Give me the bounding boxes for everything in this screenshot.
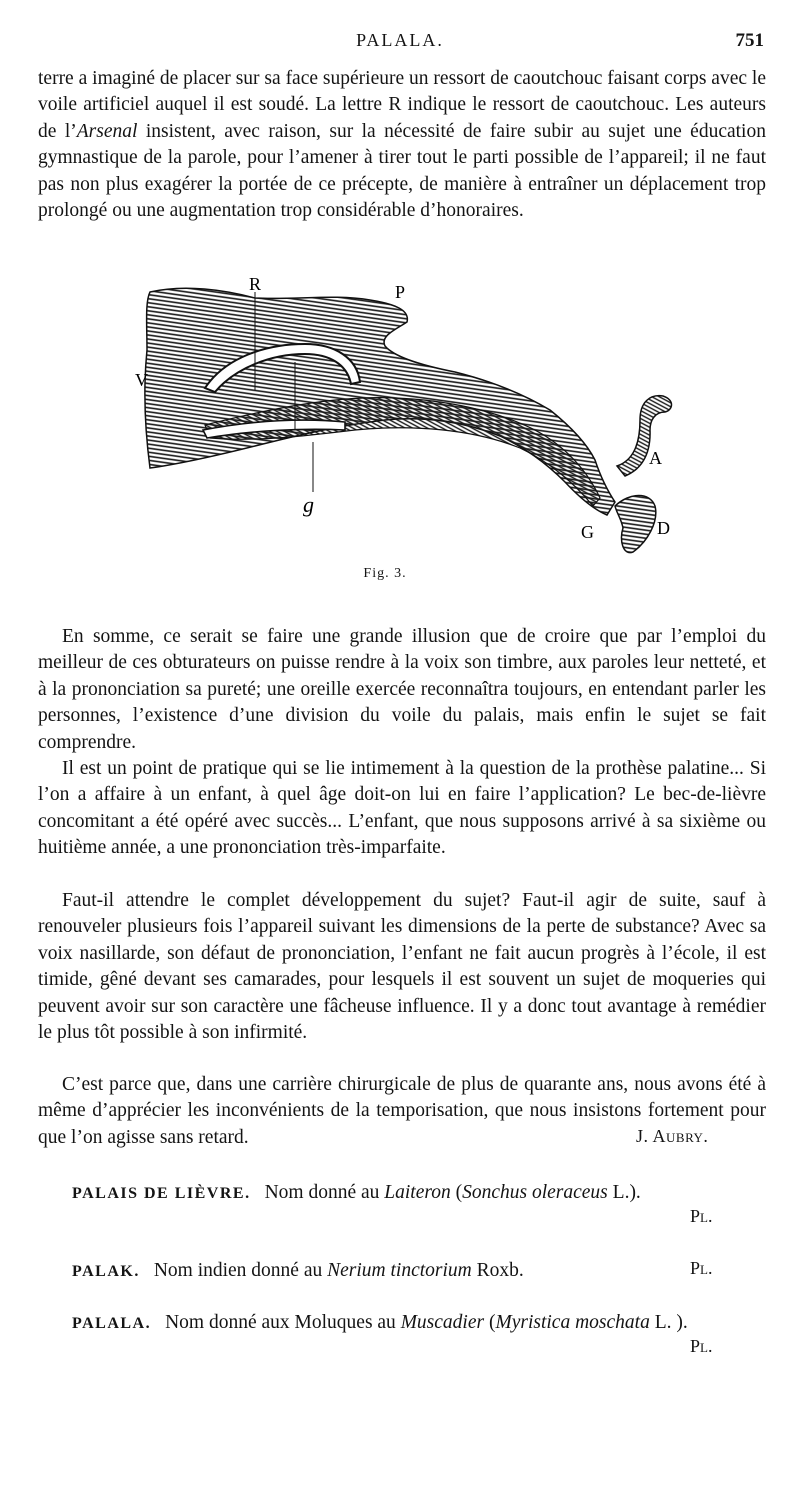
running-title: PALALA. [356, 30, 444, 50]
entry-term: PALAK. [72, 1263, 140, 1280]
entry-text: Nom donné au [264, 1182, 385, 1203]
entry-italic: Sonchus oleraceus [462, 1182, 608, 1203]
figure-label-r: R [249, 274, 262, 294]
page-number: 751 [735, 30, 764, 51]
figure-label-g-upper: G [581, 522, 594, 542]
figure-label-v: V [135, 370, 148, 390]
author-signature: J. Aubry. [636, 1126, 709, 1146]
paragraph-1-italic: Arsenal [76, 120, 138, 142]
entry-text: Nom donné aux Moluques au [165, 1312, 401, 1333]
figure-label-d: D [657, 518, 670, 538]
entry-text: Roxb. [471, 1260, 524, 1281]
entry-text: L. ). [649, 1312, 688, 1333]
figure-label-g-lower: g [303, 492, 314, 517]
paragraph-developpement: Faut-il attendre le complet développement du sujet? Faut-il agir de suite, sauf à renouveler plusieurs fois l’appareil suivant les dimensions de la perte de substance? Avec sa voix nasillarde, son défaut de prononciation, l’enfant ne fait aucun progrès à l’école, il est timide, gêné devant ses camarades, pour lesquels il est souvent un sujet de moqueries qui peuvent avoir sur son caractère une fâcheuse influence. Il y a donc tout avantage à remédier le plus tôt possible à son infirmité. [38, 890, 766, 1044]
figure-obturator-illustration [95, 270, 705, 560]
entry-italic: Myristica moschata [495, 1312, 650, 1333]
entry-palak [72, 1258, 772, 1285]
entry-author-initials: Pl. [690, 1206, 713, 1226]
entry-text: ( [484, 1312, 496, 1333]
entry-italic: Nerium tinctorium [327, 1260, 472, 1281]
hook-shape [617, 396, 672, 476]
entry-author-initials: Pl. [690, 1336, 713, 1356]
figure-caption: Fig. 3. [363, 566, 407, 581]
entry-text: L.). [607, 1182, 641, 1203]
knob-shape [615, 496, 656, 553]
entry-text: Nom indien donné au [153, 1260, 328, 1281]
entry-palais-de-lievre [72, 1180, 772, 1207]
figure-label-a: A [649, 448, 662, 468]
paragraph-carriere: C’est parce que, dans une carrière chirurgicale de plus de quarante ans, nous avons été à même d’apprécier les inconvénients de la temporisation, que nous insistons fortement pour que l’on agisse sans retard. [38, 1074, 766, 1148]
entry-italic: Muscadier [400, 1312, 485, 1333]
entry-term: PALALA. [72, 1315, 152, 1332]
entry-text: ( [450, 1182, 463, 1203]
entry-palala [72, 1310, 772, 1337]
entry-term: PALAIS DE LIÈVRE. [72, 1185, 251, 1202]
running-head [0, 30, 800, 56]
paragraph-1-text-b: insistent, avec raison, sur la nécessité de faire subir au sujet une éducation gymnastique de la parole, pour l’amener à tirer tout le parti possible de l’appareil; il ne faut pas non plus exagérer la portée de ce précepte, de manière à entraîner un déplacement trop prolongé ou une augmentation trop considérable d’honoraires. [38, 120, 766, 222]
figure-label-p: P [395, 282, 406, 302]
entry-italic: Laiteron [384, 1182, 451, 1203]
paragraph-illusion: En somme, ce serait se faire une grande illusion que de croire que par l’emploi du meilleur de ces obturateurs on puisse rendre à la voix son timbre, aux paroles leur netteté, et à la prononciation sa pureté; une oreille exercée reconnaîtra toujours, en entendant parler les personnes, l’existence d’une division du voile du palais, mais enfin le sujet se fait comprendre. [38, 626, 766, 753]
paragraph-ressort [38, 66, 766, 224]
paragraph-pratique: Il est un point de pratique qui se lie intimement à la question de la prothèse palatine... Si l’on a affaire à un enfant, à quel âge doit-on lui en faire l’application? Le bec-de-lièvre concomitant a été opéré avec succès... L’enfant, que nous supposons arrivé à sa sixième ou huitième année, a une prononciation très-imparfaite. [38, 758, 766, 859]
paragraph-1-text-a: terre a imaginé de placer sur sa face supérieure un ressort de caoutchouc faisant corps avec le voile artificiel auquel il est soudé. La lettre R indique le ressort de caoutchouc. Les auteurs de l’ [38, 68, 766, 142]
entry-author-initials: Pl. [690, 1258, 713, 1278]
